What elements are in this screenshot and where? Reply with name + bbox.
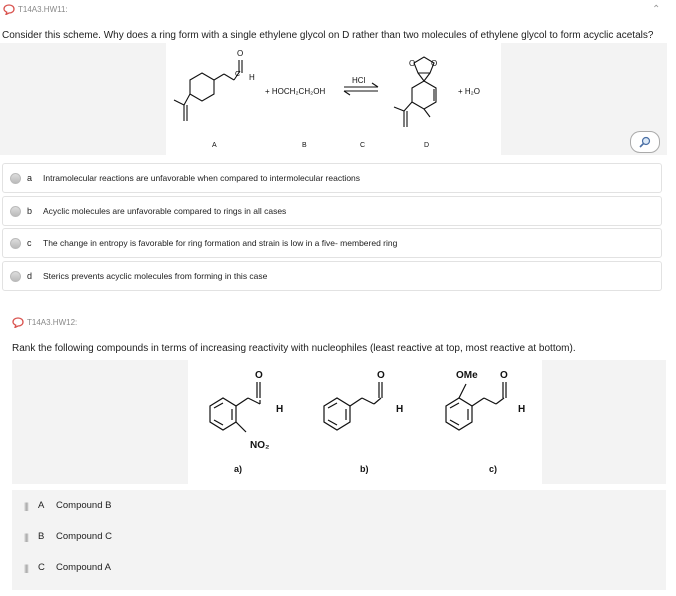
zoom-button[interactable] [630,131,660,153]
collapse-chevron-icon[interactable]: ⌃ [652,4,661,15]
compounds-figure [188,360,542,484]
compound-label-a: a) [234,464,243,474]
rank-text: Compound C [56,531,112,542]
option-letter: c [27,238,32,248]
byproduct-label: + H₂O [458,87,480,96]
svg-text:O: O [255,370,263,381]
question-tag-1 [3,4,68,15]
rank-text: Compound A [56,562,111,573]
option-text: Intramolecular reactions are unfavorable when compared to intermolecular reactions [43,173,361,183]
answer-option-a[interactable] [2,163,662,193]
catalyst-label: HCl [352,76,366,85]
option-letter: d [27,271,33,281]
question-tag-label: T14A3.HW12: [27,318,78,327]
svg-text:C: C [235,71,241,78]
radio-button[interactable] [10,271,21,282]
svg-text:O: O [409,59,416,68]
rank-letter: A [38,500,45,511]
svg-text:H: H [249,73,255,82]
option-text: Acyclic molecules are unfavorable compared to rings in all cases [43,206,287,216]
question-prompt-2: Rank the following compounds in terms of increasing reactivity with nucleophiles (least reactive at top, most reactive at bottom). [12,343,576,354]
answer-option-c[interactable] [2,228,662,258]
svg-text:H: H [276,404,284,415]
answer-option-b[interactable] [2,196,662,226]
substituent-c: OMe [456,370,478,381]
speech-bubble-icon [12,317,24,328]
compound-label-b: b) [360,464,369,474]
magnifier-icon [638,136,652,148]
label-b: B [302,142,307,149]
compound-label-c: c) [489,464,498,474]
drag-handle-icon[interactable]: ||| [24,562,29,573]
option-text: The change in entropy is favorable for ring formation and strain is low in a five- membered ring [43,238,398,248]
rank-letter: C [38,562,45,573]
radio-button[interactable] [10,206,21,217]
svg-text:O: O [500,370,508,381]
svg-text:O: O [377,370,385,381]
radio-button[interactable] [10,238,21,249]
label-c: C [360,142,366,149]
rank-item-2[interactable] [24,531,112,542]
svg-text:H: H [518,404,526,415]
question-tag-2 [12,317,77,328]
question-tag-label: T14A3.HW11: [18,5,68,14]
reagent-label: + HOCH₂CH₂OH [265,87,326,96]
radio-button[interactable] [10,173,21,184]
rank-item-3[interactable] [24,562,111,573]
svg-text:O: O [431,59,438,68]
label-a: A [212,142,217,149]
label-d: D [424,142,430,149]
substituent-a: NO₂ [250,440,270,451]
option-text: Sterics prevents acyclic molecules from forming in this case [43,271,268,281]
speech-bubble-icon [3,4,15,15]
rank-item-1[interactable] [24,500,111,511]
answer-option-d[interactable] [2,261,662,291]
option-letter: b [27,206,33,216]
question-prompt-1: Consider this scheme. Why does a ring form with a single ethylene glycol on D rather than two molecules of ethylene glycol to form acyclic acetals? [2,30,654,41]
option-letter: a [27,173,33,183]
rank-text: Compound B [56,500,112,511]
svg-text:O: O [237,49,244,58]
reaction-scheme [166,43,501,155]
rank-letter: B [38,531,45,542]
drag-handle-icon[interactable]: ||| [24,500,29,511]
drag-handle-icon[interactable]: ||| [24,531,29,542]
svg-text:H: H [396,404,404,415]
